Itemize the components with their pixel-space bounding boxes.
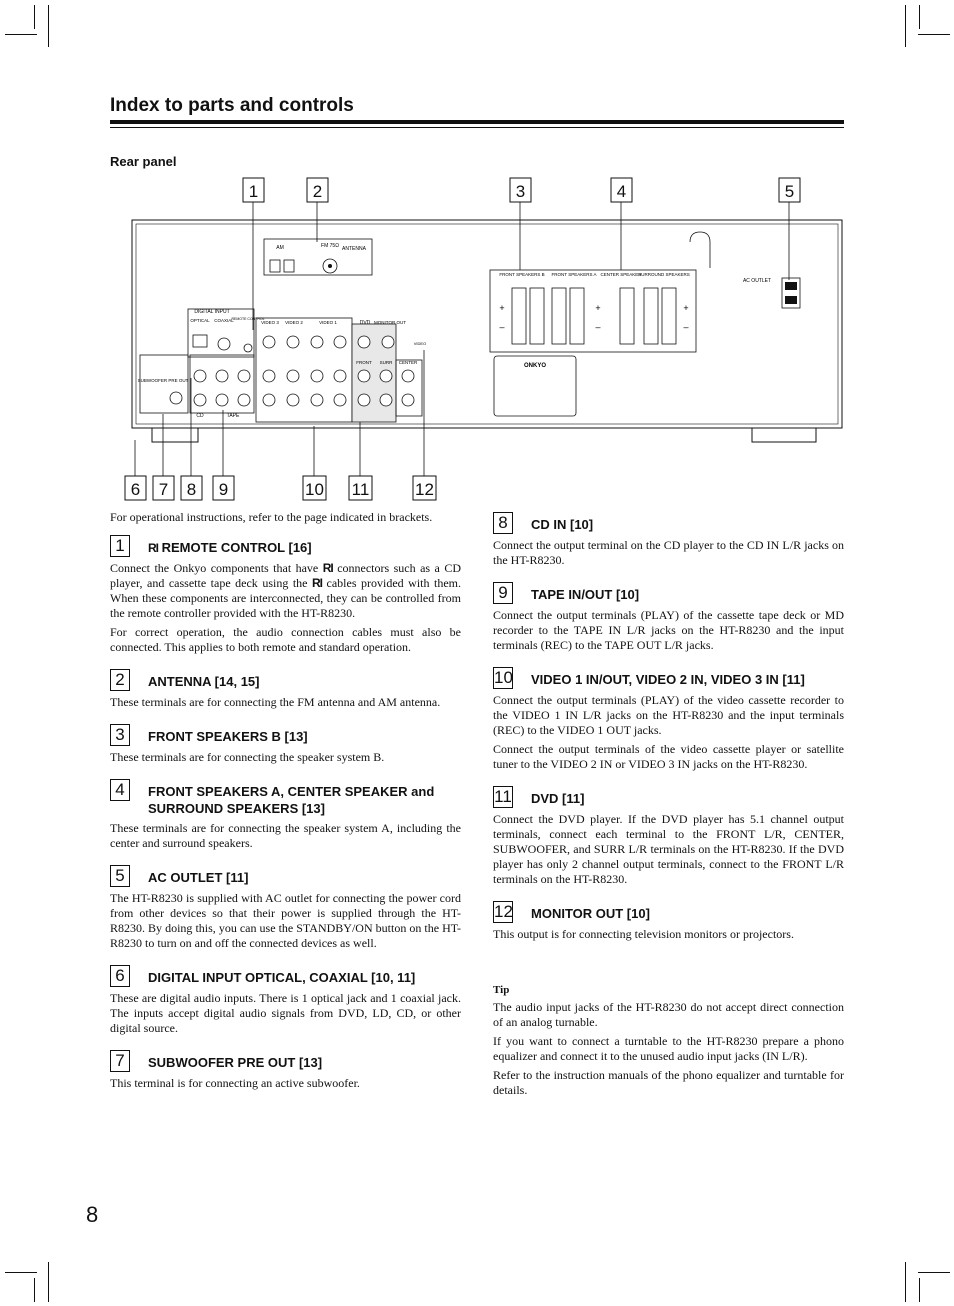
surround-speakers-label: SURROUND SPEAKERS <box>638 272 690 277</box>
crop-mark <box>919 5 920 29</box>
tip-section <box>493 984 844 1098</box>
item-description: The HT-R8230 is supplied with AC outlet for connecting the power cord from other devices so that their power is supplied through the HT-R8230. By doing this, you can use the STANDBY/ON button on the HT-R8230 to turn on and off the connected devices as well. <box>110 891 461 950</box>
cd-label: CD <box>196 413 204 419</box>
crop-mark <box>5 1272 37 1273</box>
minus-sign: – <box>595 322 601 332</box>
antenna-label: ANTENNA <box>342 246 366 252</box>
item-description: These terminals are for connecting the FM antenna and AM antenna. <box>110 695 441 709</box>
item-heading: TAPE IN/OUT [10] <box>531 587 640 602</box>
item-remote-control <box>110 535 461 655</box>
item-ac-outlet <box>110 865 461 951</box>
video1-label: VIDEO 1 <box>319 320 337 325</box>
item-description: Connect the output terminals (PLAY) of the video cassette recorder to the VIDEO 1 IN L/R jacks on the HT-R8230 and the input terminals (REC) to the VIDEO 1 OUT jacks. <box>493 693 844 737</box>
item-dvd <box>493 786 844 887</box>
center-label: CENTER <box>398 360 418 365</box>
crop-mark <box>905 5 906 47</box>
tip-paragraph: If you want to connect a turntable to the HT-R8230 prepare a phono equalizer and connect it to the unused audio input jacks (IN L/R). <box>493 1034 844 1063</box>
item-cd-in <box>493 512 844 568</box>
video2-label: VIDEO 2 <box>285 320 303 325</box>
am-label: AM <box>276 245 284 251</box>
right-column <box>493 512 844 1102</box>
crop-mark <box>5 34 37 35</box>
subwoofer-pre-out-label: SUBWOOFER PRE OUT <box>137 378 189 383</box>
item-description: This terminal is for connecting an active subwoofer. <box>110 1076 360 1090</box>
tip-paragraph: Refer to the instruction manuals of the phono equalizer and turntable for details. <box>493 1068 844 1097</box>
page-number: 8 <box>86 1202 99 1227</box>
item-subwoofer-pre-out <box>110 1050 461 1091</box>
item-front-speakers-b <box>110 724 461 765</box>
item-digital-input <box>110 965 461 1036</box>
rear-panel-diagram <box>0 170 954 505</box>
item-front-speakers-a <box>110 779 461 851</box>
item-heading: DVD [11] <box>531 791 585 806</box>
callout-9-label: 9 <box>218 480 229 499</box>
plus-sign: + <box>499 303 505 313</box>
item-description: Connect the output terminals of the video cassette player or satellite tuner to the VIDEO 2 IN or VIDEO 3 IN jacks on the HT-R8230. <box>493 742 844 771</box>
item-description: This output is for connecting television monitors or projectors. <box>493 927 794 941</box>
crop-mark <box>48 5 49 47</box>
crop-mark <box>34 1278 35 1302</box>
rear-panel-heading: Rear panel <box>110 154 177 169</box>
item-description: These terminals are for connecting the speaker system A, including the center and surround speakers. <box>110 821 461 850</box>
item-heading: MONITOR OUT [10] <box>531 906 650 921</box>
item-number: 3 <box>110 724 130 746</box>
item-description: For correct operation, the audio connection cables must also be connected. This applies to both remote and standard operation. <box>110 625 461 654</box>
item-heading: DIGITAL INPUT OPTICAL, COAXIAL [10, 11] <box>148 970 416 985</box>
video3-label: VIDEO 3 <box>261 320 279 325</box>
remote-control-label: REMOTE CONTROL <box>231 317 265 321</box>
callout-5-label: 5 <box>784 182 795 201</box>
item-heading: FRONT SPEAKERS B [13] <box>148 729 308 744</box>
callout-4-label: 4 <box>616 182 627 201</box>
item-number: 6 <box>110 965 130 987</box>
optical-label: OPTICAL <box>190 318 210 323</box>
item-number: 8 <box>493 512 513 534</box>
callout-8-label: 8 <box>186 480 197 499</box>
item-heading: SUBWOOFER PRE OUT [13] <box>148 1055 323 1070</box>
front-label: FRONT <box>356 360 372 365</box>
item-monitor-out <box>493 901 844 942</box>
ri-icon: RI <box>312 576 322 590</box>
crop-mark <box>48 1262 49 1302</box>
callout-2-label: 2 <box>312 182 323 201</box>
item-number: 11 <box>494 787 512 806</box>
title-rule-thin <box>110 127 844 128</box>
callout-12-label: 12 <box>415 480 434 499</box>
front-speakers-a-label: FRONT SPEAKERS A <box>551 272 597 277</box>
crop-mark <box>905 1262 906 1302</box>
page-title: Index to parts and controls <box>110 95 354 116</box>
surr-label: SURR <box>379 360 393 365</box>
callout-11-label: 11 <box>351 480 370 499</box>
item-video <box>493 667 844 772</box>
left-column <box>110 510 461 1105</box>
item-number: 12 <box>494 902 513 921</box>
item-number: 4 <box>110 779 130 801</box>
onkyo-logo: ONKYO <box>523 363 547 369</box>
title-rule <box>110 120 844 124</box>
item-number: 5 <box>110 865 130 887</box>
minus-sign: – <box>683 322 689 332</box>
center-speaker-label: CENTER SPEAKER <box>600 272 642 277</box>
callout-10-label: 10 <box>305 480 324 499</box>
item-heading: RI REMOTE CONTROL [16] <box>148 540 312 555</box>
item-number: 7 <box>110 1050 130 1072</box>
dvd-label: DVD <box>359 320 371 326</box>
tape-label: TAPE <box>226 413 240 419</box>
front-speakers-b-label: FRONT SPEAKERS B <box>499 272 545 277</box>
callout-1-label: 1 <box>248 182 259 201</box>
plus-sign: + <box>683 303 689 313</box>
crop-mark <box>34 5 35 29</box>
digital-input-label: DIGITAL INPUT <box>194 309 230 315</box>
item-number: 9 <box>493 582 513 604</box>
crop-mark <box>918 34 950 35</box>
crop-mark <box>918 1272 950 1273</box>
item-antenna <box>110 669 461 710</box>
item-description: Connect the DVD player. If the DVD player has 5.1 channel output terminals, connect each terminal to the FRONT L/R, CENTER, SUBWOOFER, and SURR L/R terminals on the HT-R8230. If the DVD player has only 2 channel output terminals, connect to the FRONT L/R terminals on the HT-R8230. <box>493 812 844 886</box>
item-number: 10 <box>494 668 513 687</box>
ri-icon: RI <box>322 561 333 575</box>
item-description: Connect the output terminal on the CD player to the CD IN L/R jacks on the HT-R8230. <box>493 538 844 567</box>
fm-label: FM 75Ω <box>321 243 339 249</box>
item-heading: CD IN [10] <box>531 517 594 532</box>
coaxial-label: COAXIAL <box>214 318 234 323</box>
item-description: Connect the Onkyo components that have RI connectors such as a CD player, and cassette tape deck using the RI cables provided with them. When these components are interconnected, they can be controlled from the remote controller provided with the HT-R8230. <box>110 561 462 620</box>
callout-6-label: 6 <box>130 480 141 499</box>
monitor-out-label: MONITOR OUT <box>374 320 406 325</box>
callout-3-label: 3 <box>515 182 526 201</box>
item-number: 2 <box>110 669 130 691</box>
minus-sign: – <box>499 322 505 332</box>
item-description: These are digital audio inputs. There is 1 optical jack and 1 coaxial jack. The inputs accept digital audio signals from DVD, LD, CD, or other digital source. <box>110 991 461 1035</box>
callout-7-label: 7 <box>158 480 169 499</box>
item-heading: ANTENNA [14, 15] <box>148 674 260 689</box>
item-heading: FRONT SPEAKERS A, CENTER SPEAKER and SURROUND SPEAKERS [13] <box>148 784 435 816</box>
item-heading: VIDEO 1 IN/OUT, VIDEO 2 IN, VIDEO 3 IN [11] <box>531 672 805 687</box>
plus-sign: + <box>595 303 601 313</box>
item-description: These terminals are for connecting the speaker system B. <box>110 750 385 764</box>
tip-paragraph: The audio input jacks of the HT-R8230 do not accept direct connection of an analog turnable. <box>493 1000 844 1029</box>
tip-label: Tip <box>493 984 510 996</box>
ri-icon: RI <box>148 541 158 555</box>
video-label: VIDEO <box>413 341 427 346</box>
item-heading: AC OUTLET [11] <box>148 870 249 885</box>
item-tape <box>493 582 844 653</box>
item-description: Connect the output terminals (PLAY) of the cassette tape deck or MD recorder to the TAPE IN L/R jacks on the HT-R8230 and the input terminals (REC) to the TAPE OUT L/R jacks. <box>493 608 844 652</box>
ac-outlet-label: AC OUTLET <box>742 278 772 284</box>
crop-mark <box>919 1278 920 1302</box>
item-number: 1 <box>110 535 130 557</box>
intro-text: For operational instructions, refer to the page indicated in brackets. <box>110 510 433 524</box>
